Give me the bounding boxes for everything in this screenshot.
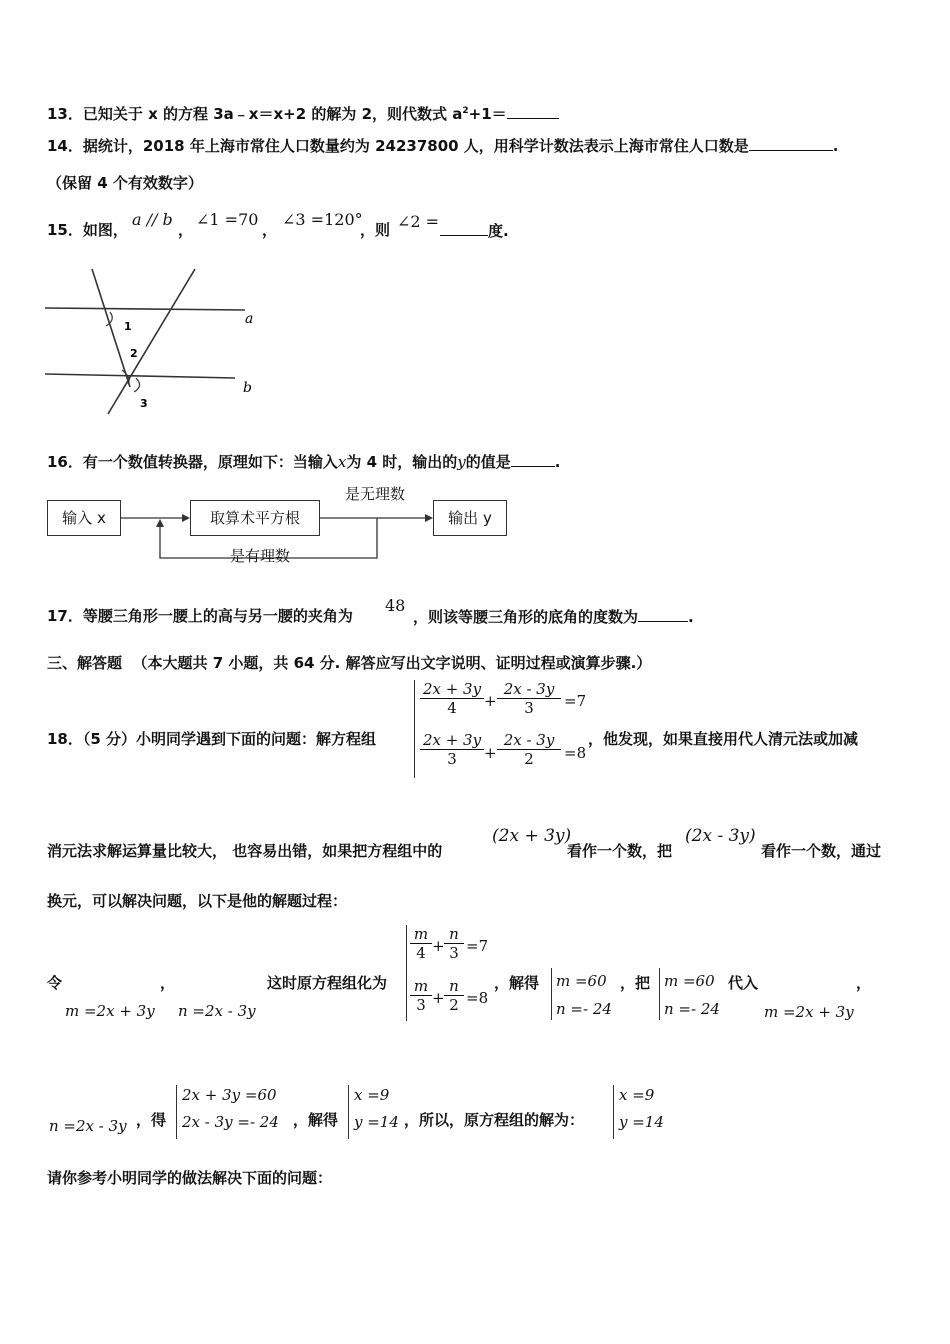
angle-48: 48 <box>385 596 406 615</box>
answer-blank <box>511 451 555 467</box>
n-definition: n =2x - 3y <box>49 1117 127 1135</box>
question-17: 17．等腰三角形一腰上的高与另一腰的夹角为 <box>47 607 353 625</box>
question-14-note: （保留 4 个有效数字） <box>47 174 203 192</box>
answer-blank <box>440 220 488 236</box>
process-box: 取算术平方根 <box>190 500 320 536</box>
question-13: 13．已知关于 x 的方程 3a﹣x＝x+2 的解为 2，则代数式 $a^2+1=$ <box>47 101 559 124</box>
line-a <box>45 308 245 310</box>
question-18: 18．（5 分）小明同学遇到下面的问题：解方程组 <box>47 730 377 748</box>
fraction: $\frac{2x + 3y}{4}$ <box>420 680 484 717</box>
label-angle1: 1 <box>124 320 132 333</box>
label-b: b <box>243 380 252 396</box>
output-box: 输出 y <box>433 500 507 536</box>
fraction: $\frac{2x + 3y}{3}$ <box>420 731 484 768</box>
system-brace <box>348 1085 349 1139</box>
system-brace <box>613 1085 614 1139</box>
m-definition: m =2x + 3y <box>65 1002 155 1020</box>
transversal-right <box>108 269 195 414</box>
angle3-arc <box>134 378 140 392</box>
expr-diff: (2x - 3y) <box>685 826 756 846</box>
answer-blank <box>638 606 688 622</box>
system-brace <box>414 680 415 778</box>
expr-sum: (2x + 3y) <box>492 826 572 846</box>
section-3-heading: 三、解答题 （本大题共 7 小题，共 64 分. 解答应写出文字说明、证明过程或演算步骤.） <box>47 654 652 672</box>
condition-angle3: ∠3 =120° <box>282 210 363 229</box>
system-brace <box>659 968 660 1020</box>
input-box: 输入 x <box>47 500 121 536</box>
question-16: 16．有一个数值转换器，原理如下：当输入x为 4 时，输出的y的值是 . <box>47 453 561 471</box>
label-a: a <box>245 311 254 327</box>
condition-angle1: ∠1 =70 <box>196 210 259 229</box>
n-definition: n =2x - 3y <box>178 1002 256 1020</box>
label-angle2: 2 <box>130 347 138 360</box>
answer-blank <box>507 103 559 119</box>
question-14: 14．据统计，2018 年上海市常住人口数量约为 24237800 人，用科学计数法表示上海市常住人口数是 . <box>47 137 839 155</box>
system-brace <box>176 1085 177 1139</box>
answer-blank <box>749 135 833 151</box>
condition-parallel: a // b <box>132 210 173 229</box>
fraction: $\frac{2x - 3y}{2}$ <box>497 731 561 768</box>
question-18-prompt: 请你参考小明同学的做法解决下面的问题： <box>47 1169 333 1187</box>
line-b <box>45 374 235 378</box>
ask-angle2: ∠2 = <box>397 212 440 231</box>
label-angle3: 3 <box>140 397 148 410</box>
question-15: 15．如图， <box>47 221 128 239</box>
rational-label: 是有理数 <box>230 547 291 565</box>
parallel-lines-figure <box>40 262 270 422</box>
irrational-label: 是无理数 <box>345 485 406 503</box>
m-definition: m =2x + 3y <box>764 1003 854 1021</box>
fraction: $\frac{2x - 3y}{3}$ <box>497 680 561 717</box>
system-brace <box>551 968 552 1020</box>
system-brace <box>406 925 407 1021</box>
